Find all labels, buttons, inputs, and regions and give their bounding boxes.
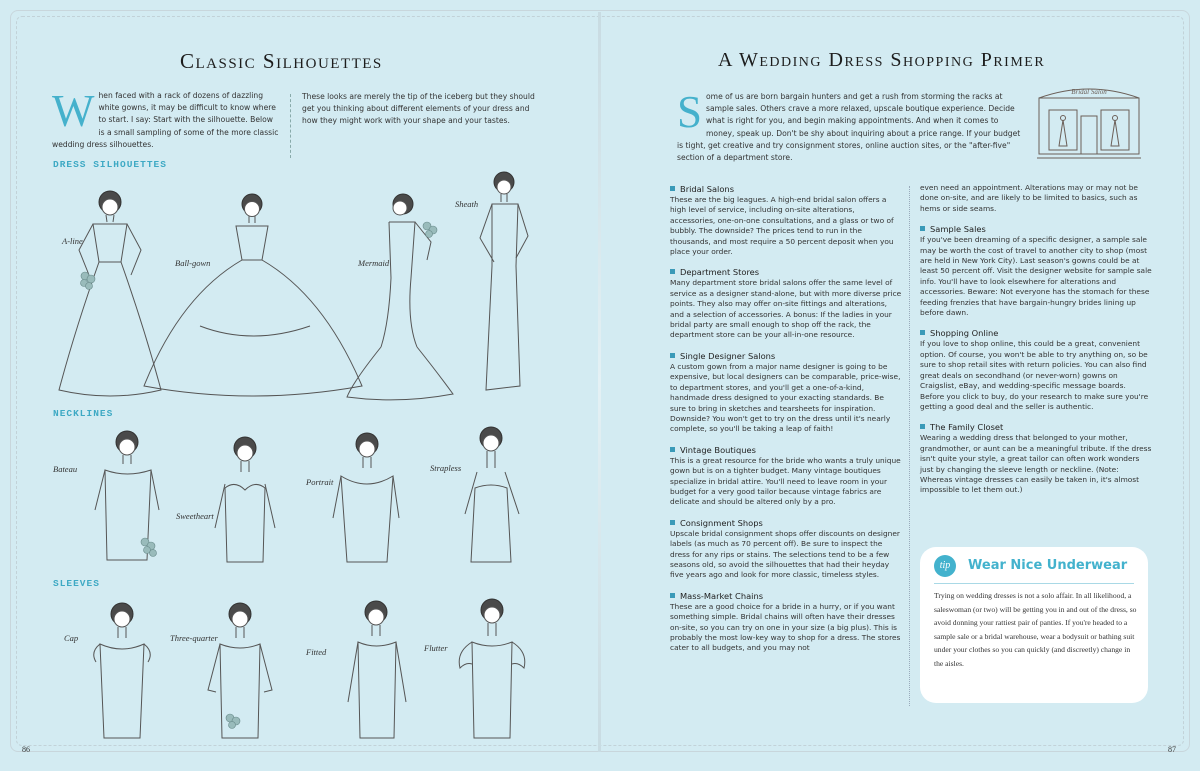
ballgown-dress-illustration [140, 186, 365, 402]
label-aline: A-line [62, 236, 83, 246]
label-bateau: Bateau [53, 464, 78, 474]
tip-divider [934, 583, 1134, 584]
label-flutter: Flutter [424, 643, 448, 653]
page-number-left: 86 [22, 745, 30, 754]
list-item [670, 350, 902, 435]
item-heading: Single Designer Salons [670, 350, 902, 362]
item-heading: Bridal Salons [670, 183, 902, 195]
strapless-neckline-illustration [445, 418, 535, 568]
list-item [670, 266, 902, 340]
shopping-list-column-1 [670, 183, 902, 663]
portrait-neckline-illustration [325, 422, 405, 568]
section-necklines: NECKLINES [53, 408, 114, 419]
bullet-square-icon [670, 447, 675, 452]
label-fitted: Fitted [306, 647, 327, 657]
bullet-square-icon [670, 186, 675, 191]
page-number-right: 87 [1168, 745, 1176, 754]
label-mermaid: Mermaid [358, 258, 390, 268]
bullet-square-icon [920, 424, 925, 429]
flutter-sleeve-illustration [450, 590, 535, 740]
continued-text: even need an appointment. Alterations may or may not be done on-site, and are likely to be limited to basics, such as hems or side seams. [920, 183, 1138, 213]
bridal-shop-illustration [1033, 76, 1145, 160]
item-heading: Department Stores [670, 266, 902, 278]
item-body: If you've been dreaming of a specific designer, a sample sale may be worth the cost of travel to another city to shop (most are held in New York City). Last season's gowns could be at least 50 percent off. Visit the designer website for sample sale info. You'll have to look elsewhere for alterations and accessories. Beware: Not everyone has the stomach for these feeding frenzies that have bargain-hungry brides lining up before dawn. [920, 235, 1152, 318]
mermaid-dress-illustration [345, 182, 455, 402]
item-heading: Shopping Online [920, 327, 1152, 339]
fitted-sleeve-illustration [340, 592, 415, 740]
shop-sign-text: Bridal Salon [1071, 88, 1107, 96]
item-heading: The Family Closet [920, 421, 1152, 433]
label-sheath: Sheath [455, 199, 479, 209]
label-sweetheart: Sweetheart [176, 511, 214, 521]
list-item [920, 327, 1152, 412]
item-body: Wearing a wedding dress that belonged to your mother, grandmother, or aunt can be a meaningful tribute. If the dress isn't quite your style, a great tailor can often work wonders just by changing the sleeve length or neckline. (Note: Whereas vintage dresses can easily be taken in, it's almost impossible to let them out.) [920, 433, 1152, 495]
drop-cap-s: S [677, 87, 703, 137]
column-divider [909, 186, 910, 706]
tip-box [920, 547, 1148, 703]
cap-sleeve-illustration [82, 592, 162, 740]
item-heading: Consignment Shops [670, 517, 902, 529]
list-item [670, 444, 902, 508]
bullet-square-icon [670, 520, 675, 525]
bullet-square-icon [670, 593, 675, 598]
item-body: If you love to shop online, this could be a great, convenient option. Of course, you won't be able to try anything on, so be sure to shop retail sites with return policies. You can also find great deals on secondhand (or never-worn) gowns on Craigslist, eBay, and wedding-specific message boards. Before you click to buy, do your research to make sure you're getting a good deal and the seller is authentic. [920, 339, 1149, 411]
shopping-list-column-2 [920, 183, 1152, 505]
item-body: Many department store bridal salons offer the same level of service as a designer stand-alone, but with more diverse price points. They also may offer on-site fittings and alterations, and a selection of accessories. A bonus: If the ladies in your bridal party are small enough to shop off the rack, the department store can be your all-in-one resource. [670, 278, 902, 340]
item-body: These are a good choice for a bride in a hurry, or if you want something simple. Bridal chains will often have their dresses on-site, so you can try on one in your size (a big plus). This is probably the most low-key way to shop for a dress. The stores cater to all budgets, and you may not [670, 601, 901, 653]
bullet-square-icon [920, 226, 925, 231]
bateau-neckline-illustration [85, 420, 175, 568]
item-body: Upscale bridal consignment shops offer discounts on designer labels (as much as 70 percent off). Be sure to inspect the dress for any rips or stains. The selections tend to be a few seasons old, so avoid the silhouettes that had their heyday five years ago and look for more classic, timeless styles. [670, 528, 900, 580]
list-item [670, 590, 902, 654]
label-strapless: Strapless [430, 463, 462, 473]
item-body: A custom gown from a major name designer is going to be expensive, but local designers can be comparable, price-wise, to department stores, and you'll get a one-of-a-kind, handmade dress designed to your exacting standards. Be sure to bring in sketches and tearsheets for inspiration. Downside? You won't get to try on the dress until it's nearly complete, so you'll be taking a leap of faith! [670, 361, 901, 434]
three-quarter-sleeve-illustration [200, 594, 280, 740]
bullet-square-icon [670, 353, 675, 358]
tip-title: Wear Nice Underwear [968, 558, 1128, 573]
section-dress-silhouettes: DRESS SILHOUETTES [53, 159, 167, 170]
list-item [920, 223, 1152, 318]
book-gutter [598, 12, 601, 752]
intro-divider [290, 94, 291, 158]
bullet-square-icon [920, 330, 925, 335]
list-item [670, 183, 902, 257]
sweetheart-neckline-illustration [205, 428, 285, 568]
label-portrait: Portrait [306, 477, 334, 487]
right-intro: Some of us are born bargain hunters and get a rush from storming the racks at sample sales. Others crave a more relaxed, upscale boutique experience. Decide what is right for you, and begin making appointments. And when it comes to money, speak up. Don't be shy about inquiring about a price range. If your budget is tight, get creative and try consignment stores, online auction sites, or the "after-five" section of a department store. [677, 87, 1021, 163]
item-heading: Vintage Boutiques [670, 444, 902, 456]
left-intro-2: These looks are merely the tip of the iceberg but they should get you thinking about different elements of your dress and how they might work with your shape and your tastes. [302, 92, 535, 126]
item-body: These are the big leagues. A high-end bridal salon offers a high level of service, including on-site alterations, accessories, one-on-one consultations, and a glass or two of bubbly. The downside? The prices tend to run in the thousands, and most require a 50 percent deposit when you place your order. [670, 195, 894, 257]
list-item [920, 421, 1152, 495]
label-three-quarter: Three-quarter [170, 633, 218, 643]
right-page-title: A Wedding Dress Shopping Primer [718, 49, 1046, 71]
left-page-title: Classic Silhouettes [180, 49, 383, 73]
tip-body: Trying on wedding dresses is not a solo affair. In all likelihood, a saleswoman (or two) will be getting you in and out of the dress, so avoid donning your rattiest pair of panties. If you're headed to a sample sale or a bridal warehouse, wear a bodysuit or bathing suit under your clothes so you can quickly (and discreetly) change in the aisles. [934, 591, 1137, 668]
item-heading: Sample Sales [920, 223, 1152, 235]
item-body: This is a great resource for the bride who wants a truly unique gown but is on a tighter budget. Many vintage boutiques specialize in bridal attire. You'll need to leave room in your budget for a very good tailor because vintage fabrics are delicate and should be altered only by a pro. [670, 455, 901, 507]
section-sleeves: SLEEVES [53, 578, 100, 589]
left-intro: When faced with a rack of dozens of dazzling white gowns, it may be difficult to know where to start. I say: Start with the silhouette. Below is a small sampling of some of the more classic wedding dress silhouettes. [52, 86, 279, 149]
tip-icon: tip [934, 555, 956, 577]
bullet-square-icon [670, 269, 675, 274]
item-heading: Mass-Market Chains [670, 590, 902, 602]
label-cap: Cap [64, 633, 79, 643]
drop-cap-w: W [52, 86, 95, 136]
list-item [670, 517, 902, 581]
label-ballgown: Ball-gown [175, 258, 211, 268]
